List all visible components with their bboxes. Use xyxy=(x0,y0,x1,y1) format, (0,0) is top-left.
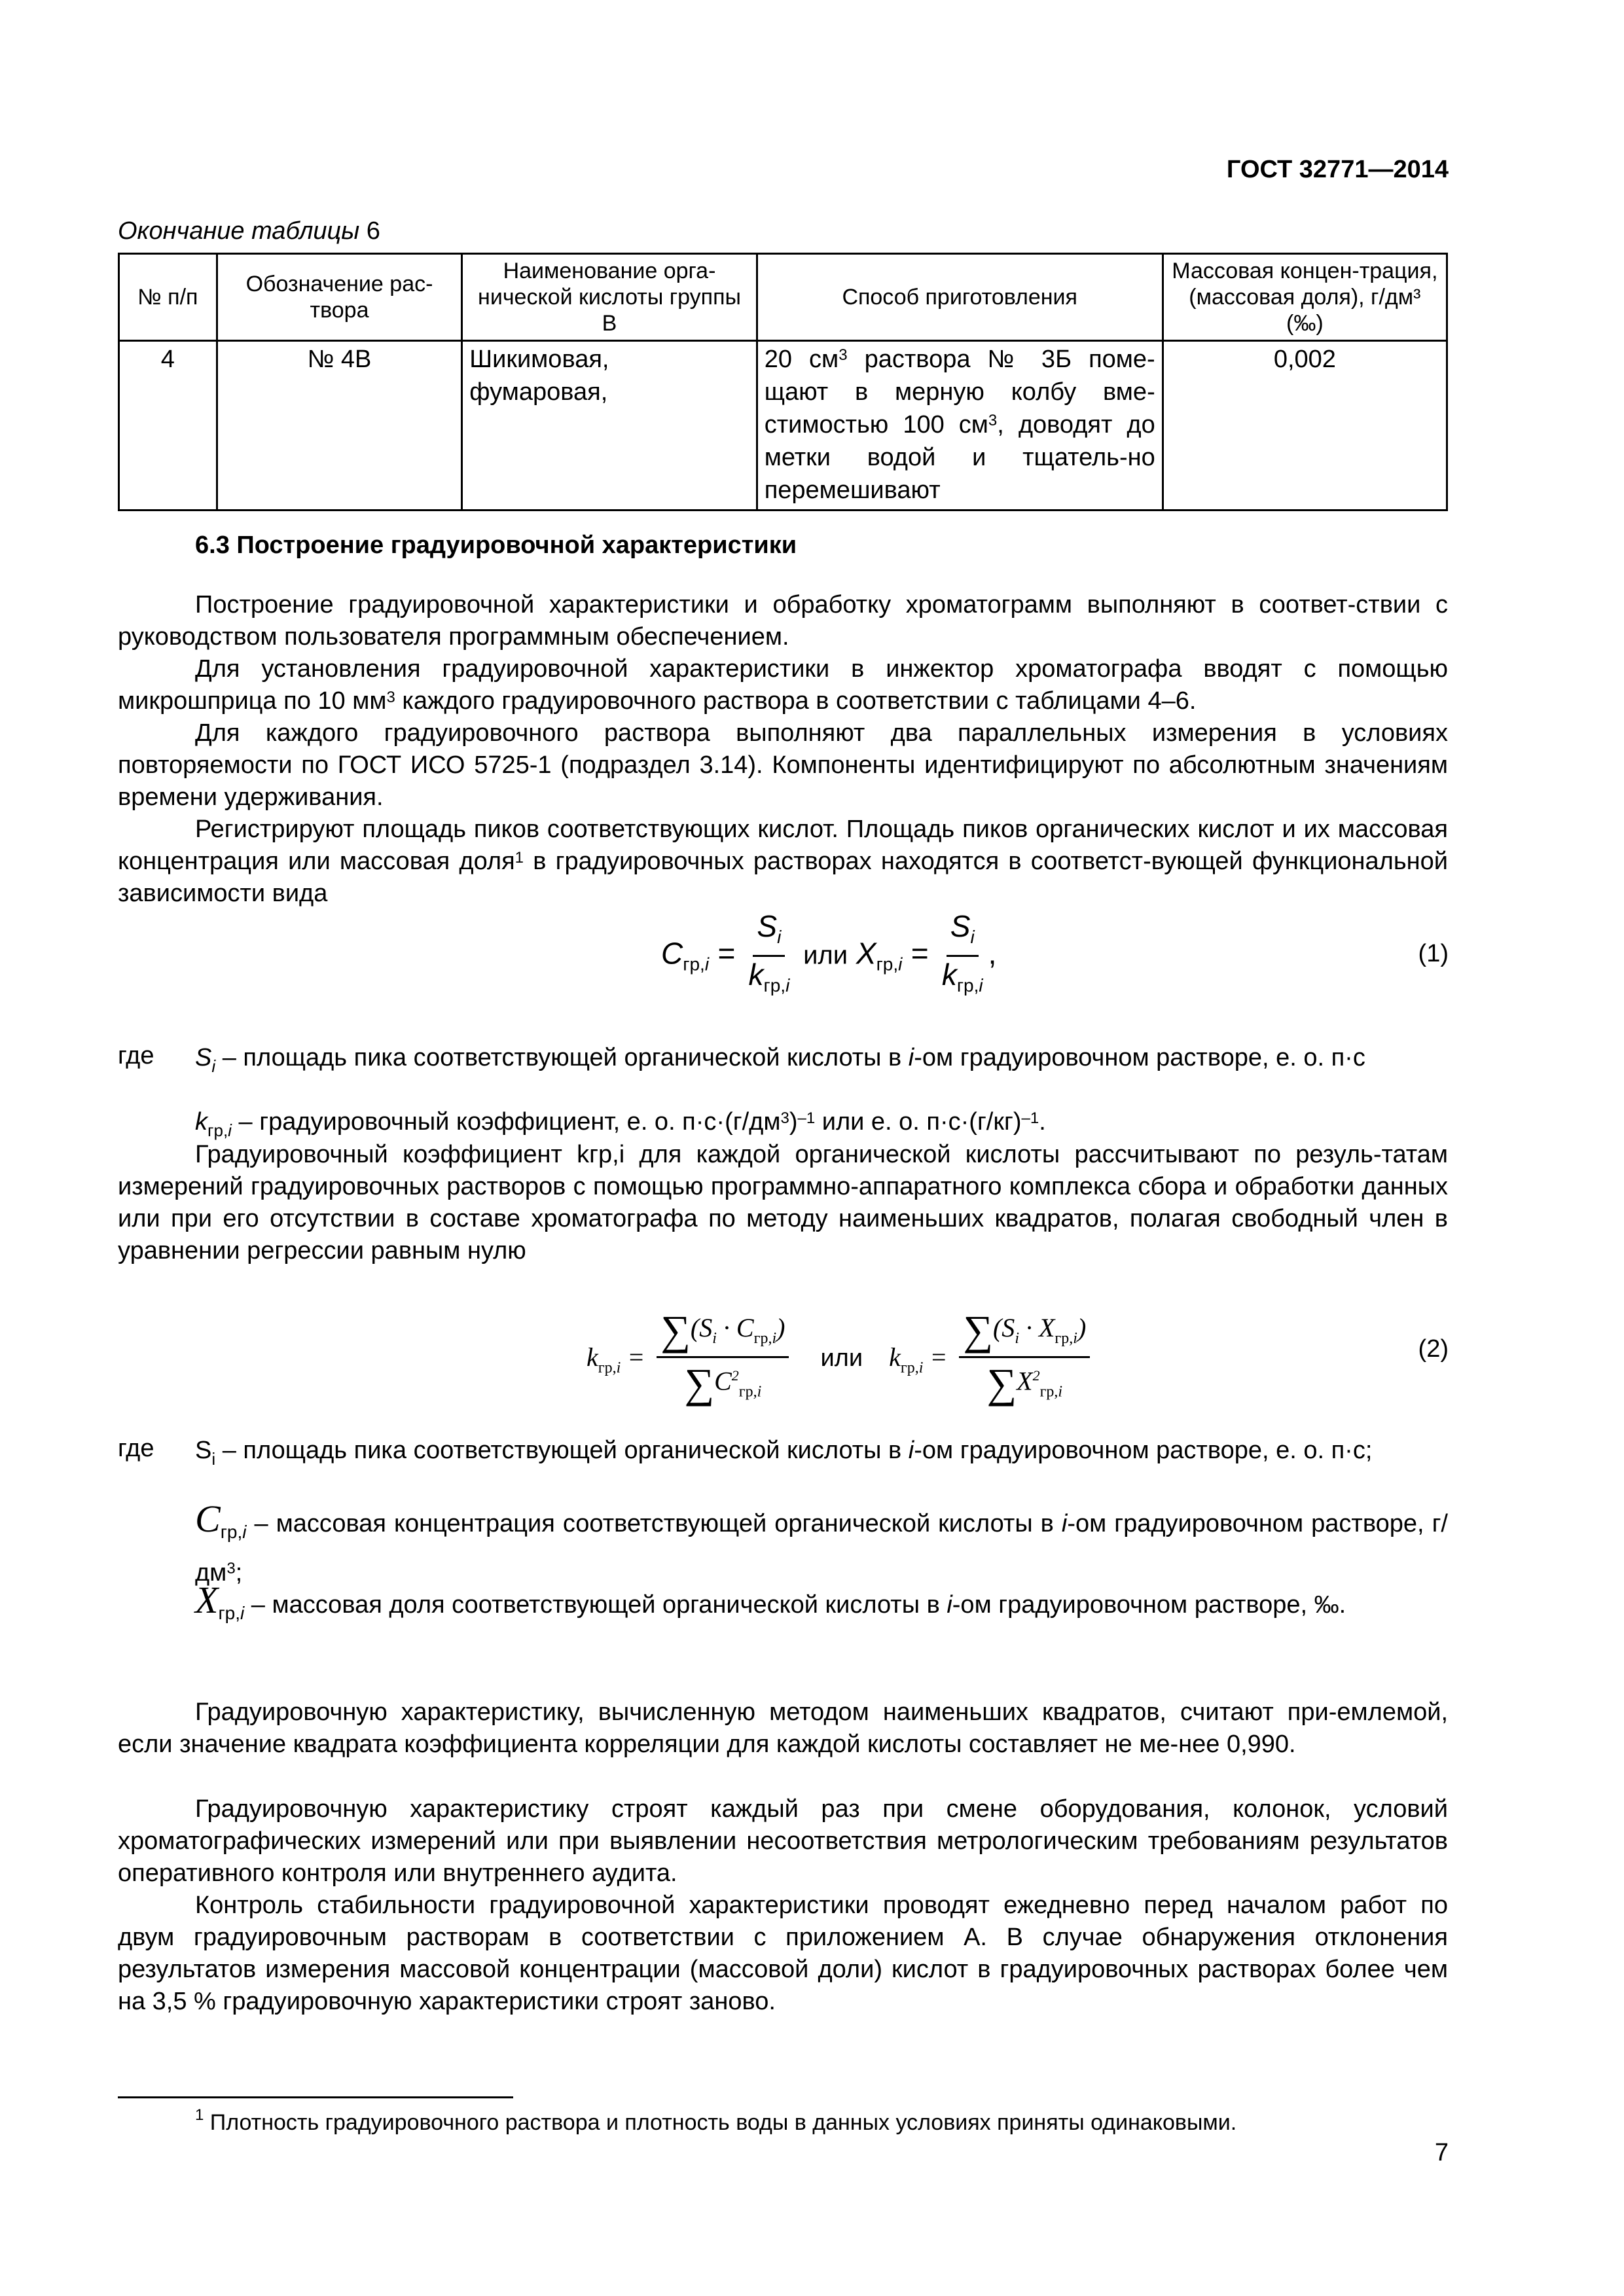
cell-num: 4 xyxy=(119,341,217,511)
def-text: – массовая доля соответствующей органической кислоты в xyxy=(244,1591,947,1619)
cell-acid: Шикимовая, фумаровая, xyxy=(462,341,757,511)
where-label-2: где xyxy=(118,1435,154,1462)
paragraph-3: Для каждого градуировочного раствора выполняют два параллельных измерения в условиях повторяемости по ГОСТ ИСО 5725-1 (подраздел 3.14). Компоненты идентифицируют по абсолютным значениям времени удерживания. xyxy=(118,719,1448,811)
equation-number-1: (1) xyxy=(1418,940,1449,967)
page-number: 7 xyxy=(1434,2139,1449,2166)
def-text: -ом градуировочном растворе, ‰. xyxy=(952,1591,1346,1619)
col-header-method: Способ приготовления xyxy=(757,254,1163,341)
p2-sup: 3 xyxy=(386,689,395,706)
paragraph-7: Градуировочную характеристику строят каждый раз при смене оборудования, колонок, условий хроматографических измерений или при выявлении несоответствия метрологическим требованиям результатов оперативного контроля или внутреннего аудита. xyxy=(118,1795,1448,1887)
definition-c: $C_{гр,i}$ – массовая концентрация соответствующей органической кислоты в i-ом градуировочном растворе, $г/дм^3$; xyxy=(195,1498,1448,1587)
col-header-designation: Обозначение рас-твора xyxy=(217,254,462,341)
definition-k: $k_{гр,i}$ – градуировочный коэффициент, е. о. $п\cdot с\cdot(г/дм^3)^{-1}$ или е. о. $п\cdot с\cdot(г/кг)^{-1}$. xyxy=(195,1108,1046,1140)
col-header-num: № п/п xyxy=(119,254,217,341)
def-text: или е. о. п·с·(г/кг) xyxy=(815,1108,1022,1136)
paragraph-2 xyxy=(118,653,1448,717)
equation-number-2: (2) xyxy=(1418,1335,1449,1363)
caption-number: 6 xyxy=(359,217,380,245)
table-header-row xyxy=(119,254,1447,341)
footnote xyxy=(195,2106,1237,2136)
paragraph-8: Контроль стабильности градуировочной характеристики проводят ежедневно перед началом работ по двум градуировочным растворам в соответствии с приложением А. В случае обнаружения отклонения результатов измерения массовой концентрации (массовой доли) кислот в градуировочных растворах более чем на 3,5 % градуировочную характеристики строят заново. xyxy=(118,1892,1448,2015)
def-text: . xyxy=(1039,1108,1046,1136)
method-sup: 3 xyxy=(839,346,848,364)
method-part: 20 см xyxy=(764,346,839,373)
formula-2-or: или xyxy=(820,1344,863,1372)
cell-designation: № 4В xyxy=(217,341,462,511)
def-text: -ом градуировочном растворе, г/дм xyxy=(195,1510,1448,1587)
def-text: – массовая концентрация соответствующей органической кислоты в xyxy=(246,1510,1062,1537)
p4-text: Регистрируют площадь пиков соответствующих кислот. Площадь пиков органических кислот и их массовая концентрация или массовая доля xyxy=(118,816,1448,875)
paragraph-4 xyxy=(118,814,1448,910)
p2-text: Для установления градуировочной характеристики в инжектор хроматографа вводят с помощью микрошприца по 10 мм xyxy=(118,655,1448,715)
table-row xyxy=(119,341,1447,511)
col-header-acid: Наименование орга-нической кислоты группы В xyxy=(462,254,757,341)
method-sup: 3 xyxy=(988,412,998,429)
paragraph-6: Градуировочную характеристику, вычисленную методом наименьших квадратов, считают при-емлемой, если значение квадрата коэффициента корреляции для каждой кислоты составляет не ме-нее 0,990. xyxy=(118,1698,1448,1758)
formula-1-or: или xyxy=(803,941,848,970)
footnote-mark: 1 xyxy=(195,2106,204,2124)
p2-text: каждого градуировочного раствора в соответствии с таблицами 4–6. xyxy=(395,687,1197,715)
def-text: ) xyxy=(789,1108,798,1136)
formula-1: $C_{гр,i}$ = $\frac{S_i}{k_{гр,i}}$ или $X_{гр,i}$ = $\frac{S_i}{k_{гр,i}}$ , xyxy=(661,909,997,996)
method-part: , доводят до метки водой и тщатель-но перемешивают xyxy=(764,411,1155,504)
footnote-ref: 1 xyxy=(514,849,524,867)
def-text: -ом градуировочном растворе, е. о. п·с xyxy=(914,1044,1365,1071)
col-header-concentration: Массовая концен-трация, (массовая доля), г/дм³ (‰) xyxy=(1163,254,1447,341)
def-text: S xyxy=(195,1437,212,1464)
def-text: – градуировочный коэффициент, е. о. п·с·(г/дм xyxy=(231,1108,781,1136)
paragraph-5: Градуировочный коэффициент kгр,i для каждой органической кислоты рассчитывают по резуль-татам измерений градуировочных растворов с помощью программно-аппаратного комплекса сбора и обработки данных или при его отсутствии в составе хроматографа по методу наименьших квадратов, полагая свободный член в уравнении регрессии равным нулю xyxy=(118,1141,1448,1265)
formula-2: $k_{гр,i}$ = $\frac{\sum(S_i \cdot C_{гр,i})}{\sum C^2_{гр,i}}$ или $k_{гр,i}$ = $\frac{\sum(S_i \cdot X_{гр,i})}{\sum X^2_{гр,i}}$ xyxy=(586,1310,1095,1409)
def-text: – площадь пика соответствующей органической кислоты в xyxy=(215,1437,909,1464)
caption-italic: Окончание таблицы xyxy=(118,217,360,245)
where-label-1: где xyxy=(118,1042,154,1069)
cell-method xyxy=(757,341,1163,511)
definition-x: $X_{гр,i}$ – массовая доля соответствующей органической кислоты в i-ом градуировочном растворе, ‰. xyxy=(195,1579,1346,1623)
table-6 xyxy=(118,253,1448,511)
table-caption xyxy=(118,217,380,245)
formula-1-comma: , xyxy=(988,936,997,971)
footnote-divider xyxy=(118,2096,513,2098)
standard-header: ГОСТ 32771—2014 xyxy=(1226,156,1449,183)
section-title: 6.3 Построение градуировочной характеристики xyxy=(195,531,797,559)
def-text: – площадь пика соответствующей органической кислоты в xyxy=(215,1044,909,1071)
paragraph-1: Построение градуировочной характеристики и обработку хроматограмм выполняют в соответ-ствии с руководством пользователя программным обеспечением. xyxy=(118,591,1448,651)
footnote-text: Плотность градуировочного раствора и плотность воды в данных условиях приняты одинаковыми. xyxy=(204,2110,1237,2135)
def-text: -ом градуировочном растворе, е. о. п·с; xyxy=(914,1437,1373,1464)
def-text: ; xyxy=(235,1559,243,1587)
cell-value: 0,002 xyxy=(1163,341,1447,511)
definition-s-2: $S_i$ – площадь пика соответствующей органической кислоты в i-ом градуировочном растворе, е. о. п·с; xyxy=(195,1437,1373,1469)
p4-text: в градуировочных растворах находятся в соответст-вующей функциональной зависимости вида xyxy=(118,848,1448,907)
definition-s: $S_i$ – площадь пика соответствующей органической кислоты в i-ом градуировочном растворе, е. о. п·с xyxy=(195,1044,1365,1076)
method-part: раствора № 3Б поме-щают в мерную колбу вме-стимостью 100 см xyxy=(764,346,1155,439)
